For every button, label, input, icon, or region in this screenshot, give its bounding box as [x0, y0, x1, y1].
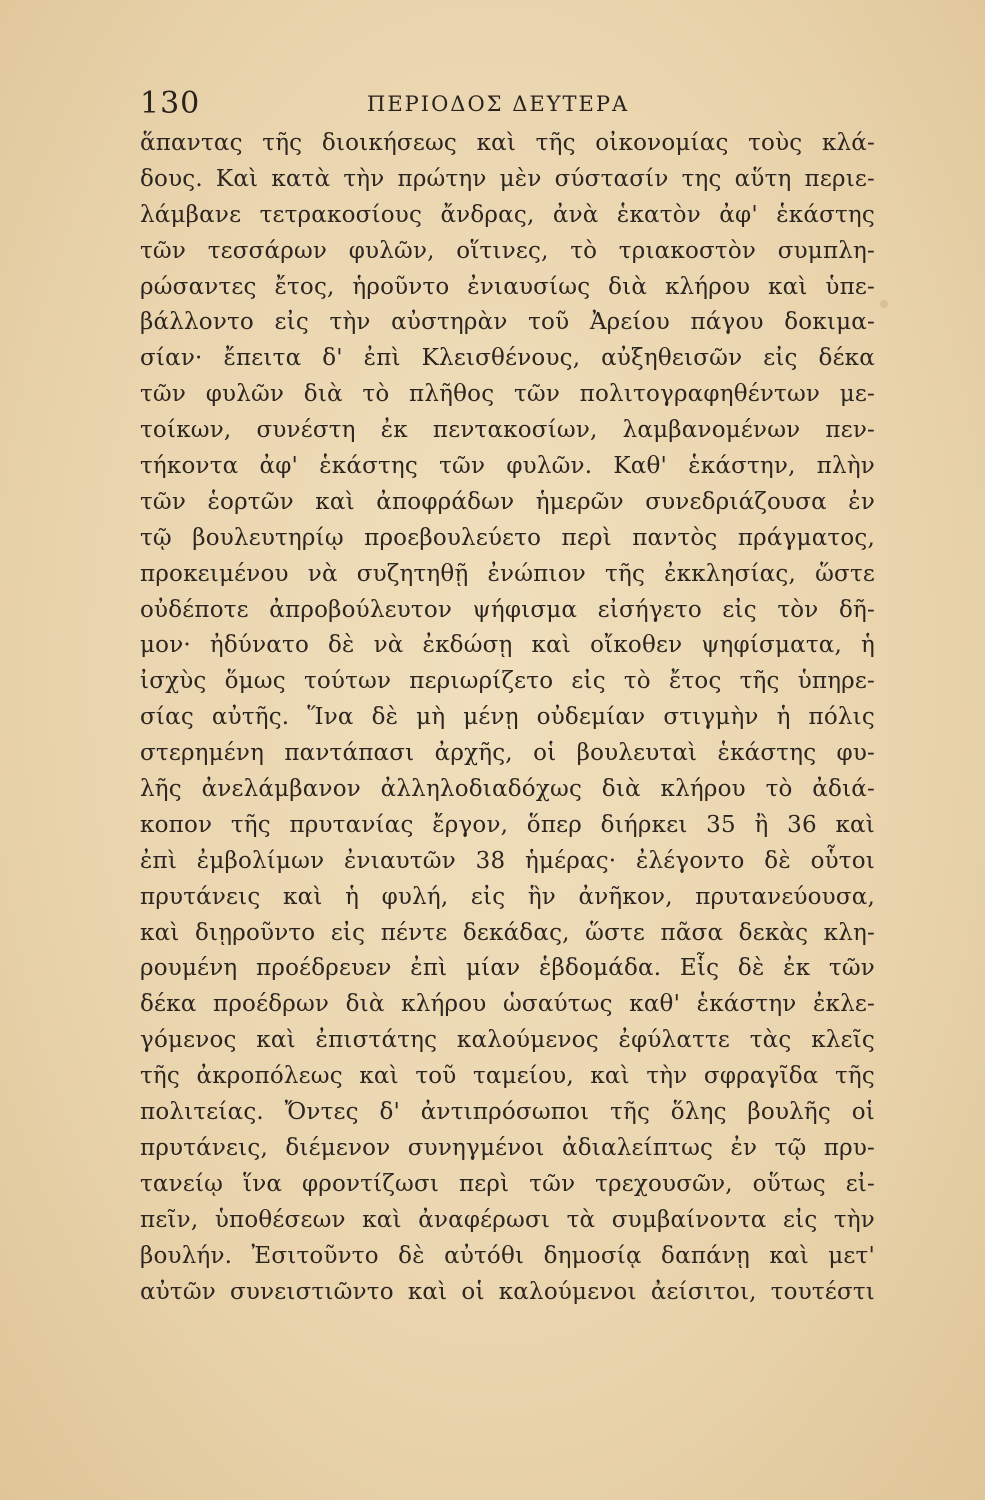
text-line: στερημένη παντάπασι ἀρχῆς, οἱ βουλευταὶ ἑκάστης φυ-	[140, 740, 875, 767]
text-line: τῶν τεσσάρων φυλῶν, οἵτινες, τὸ τριακοστὸν συμπλη-	[140, 237, 875, 264]
text-line: τῷ βουλευτηρίῳ προεβουλεύετο περὶ παντὸς πράγματος,	[140, 524, 875, 551]
text-line: τῶν φυλῶν διὰ τὸ πλῆθος τῶν πολιτογραφηθέντων με-	[140, 381, 875, 408]
text-line: πεῖν, ὑποθέσεων καὶ ἀναφέρωσι τὰ συμβαίνοντα εἰς τὴν	[140, 1206, 875, 1233]
page-header	[140, 86, 875, 126]
running-head: ΠΕΡΙΟΔΟΣ ΔΕΥΤΕΡΑ	[367, 92, 630, 116]
text-line: βάλλοντο εἰς τὴν αὐστηρὰν τοῦ Ἀρείου πάγου δοκιμα-	[140, 309, 875, 336]
text-line: οὐδέποτε ἀπροβούλευτον ψήφισμα εἰσήγετο εἰς τὸν δῆ-	[140, 596, 875, 623]
text-line: λῆς ἀνελάμβανον ἀλληλοδιαδόχως διὰ κλήρου τὸ ἀδιά-	[140, 776, 875, 803]
text-line: δέκα προέδρων διὰ κλήρου ὡσαύτως καθ' ἑκάστην ἐκλε-	[140, 991, 875, 1018]
text-line: αὐτῶν συνειστιῶντο καὶ οἱ καλούμενοι ἀείσιτοι, τουτέστι	[140, 1278, 875, 1305]
text-line: ἐπὶ ἐμβολίμων ἐνιαυτῶν 38 ἡμέρας· ἐλέγοντο δὲ οὗτοι	[140, 847, 875, 874]
text-line: τήκοντα ἀφ' ἑκάστης τῶν φυλῶν. Καθ' ἑκάστην, πλὴν	[140, 453, 875, 480]
text-line: ἅπαντας τῆς διοικήσεως καὶ τῆς οἰκονομίας τοὺς κλά-	[140, 130, 875, 156]
text-line: ρουμένη προέδρευεν ἐπὶ μίαν ἑβδομάδα. Εἷς δὲ ἐκ τῶν	[140, 955, 875, 982]
text-line: τῆς ἀκροπόλεως καὶ τοῦ ταμείου, καὶ τὴν σφραγῖδα τῆς	[140, 1063, 875, 1090]
paper-stain	[880, 300, 888, 308]
text-line: μον· ἠδύνατο δὲ νὰ ἐκδώσῃ καὶ οἴκοθεν ψηφίσματα, ἡ	[140, 632, 875, 659]
text-line: τανείῳ ἵνα φροντίζωσι περὶ τῶν τρεχουσῶν, οὕτως εἰ-	[140, 1170, 875, 1197]
text-line: σίαν· ἔπειτα δ' ἐπὶ Κλεισθένους, αὐξηθεισῶν εἰς δέκα	[140, 345, 875, 372]
text-line: προκειμένου νὰ συζητηθῇ ἐνώπιον τῆς ἐκκλησίας, ὥστε	[140, 560, 875, 587]
page-number: 130	[140, 86, 201, 121]
text-line: ἰσχὺς ὅμως τούτων περιωρίζετο εἰς τὸ ἔτος τῆς ὑπηρε-	[140, 668, 875, 695]
text-line: τῶν ἑορτῶν καὶ ἀποφράδων ἡμερῶν συνεδριάζουσα ἐν	[140, 488, 875, 515]
text-line: καὶ διῃροῦντο εἰς πέντε δεκάδας, ὥστε πᾶσα δεκὰς κλη-	[140, 919, 875, 946]
text-line: γόμενος καὶ ἐπιστάτης καλούμενος ἐφύλαττε τὰς κλεῖς	[140, 1027, 875, 1054]
text-line: βουλήν. Ἐσιτοῦντο δὲ αὐτόθι δημοσίᾳ δαπάνῃ καὶ μετ'	[140, 1242, 875, 1269]
text-line: πρυτάνεις καὶ ἡ φυλή, εἰς ἣν ἀνῆκον, πρυτανεύουσα,	[140, 883, 875, 910]
text-line: κοπον τῆς πρυτανίας ἔργον, ὅπερ διήρκει 35 ἢ 36 καὶ	[140, 811, 875, 838]
body-text	[140, 126, 875, 1310]
text-line: ρώσαντες ἔτος, ἡροῦντο ἐνιαυσίως διὰ κλήρου καὶ ὑπε-	[140, 273, 875, 300]
text-line: σίας αὐτῆς. Ἵνα δὲ μὴ μένῃ οὐδεμίαν στιγμὴν ἡ πόλις	[140, 704, 875, 731]
text-line: τοίκων, συνέστη ἐκ πεντακοσίων, λαμβανομένων πεν-	[140, 417, 875, 444]
text-line: δους. Καὶ κατὰ τὴν πρώτην μὲν σύστασίν της αὕτη περιε-	[140, 165, 875, 192]
text-line: λάμβανε τετρακοσίους ἄνδρας, ἀνὰ ἑκατὸν ἀφ' ἑκάστης	[140, 201, 875, 228]
text-line: πολιτείας. Ὄντες δ' ἀντιπρόσωποι τῆς ὅλης βουλῆς οἱ	[140, 1099, 875, 1126]
text-line: πρυτάνεις, διέμενον συνηγμένοι ἀδιαλείπτως ἐν τῷ πρυ-	[140, 1134, 875, 1161]
